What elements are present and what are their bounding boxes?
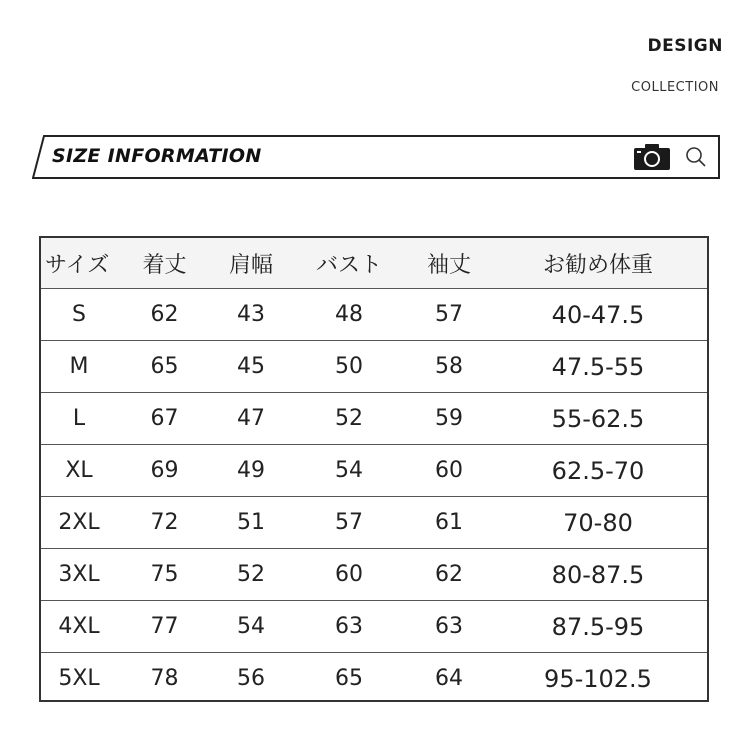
header-bust: バスト bbox=[315, 252, 382, 278]
cell-length: 62 bbox=[150, 302, 179, 327]
cell-size: L bbox=[72, 406, 86, 431]
cell-length: 69 bbox=[150, 458, 179, 483]
cell-sleeve: 60 bbox=[435, 458, 463, 483]
cell-bust: 50 bbox=[335, 354, 363, 379]
table-row bbox=[41, 600, 707, 652]
cell-length: 72 bbox=[150, 510, 179, 535]
cell-shoulder: 52 bbox=[237, 562, 265, 587]
brand-title: DESIGN bbox=[647, 36, 723, 56]
cell-sleeve: 58 bbox=[435, 354, 463, 379]
cell-size: 2XL bbox=[58, 510, 100, 535]
cell-sleeve: 64 bbox=[435, 666, 463, 691]
table-header-row bbox=[41, 238, 707, 288]
cell-length: 75 bbox=[150, 562, 179, 587]
cell-bust: 48 bbox=[335, 302, 363, 327]
cell-weight: 55-62.5 bbox=[551, 404, 645, 433]
cell-size: M bbox=[69, 354, 89, 379]
cell-weight: 87.5-95 bbox=[551, 612, 645, 641]
cell-shoulder: 51 bbox=[237, 510, 265, 535]
cell-weight: 40-47.5 bbox=[551, 300, 645, 329]
cell-sleeve: 57 bbox=[435, 302, 463, 327]
table-row bbox=[41, 288, 707, 340]
table-row bbox=[41, 652, 707, 704]
header-shoulder: 肩幅 bbox=[228, 252, 273, 278]
cell-weight: 47.5-55 bbox=[551, 352, 645, 381]
cell-shoulder: 45 bbox=[237, 354, 265, 379]
cell-bust: 63 bbox=[335, 614, 363, 639]
cell-bust: 57 bbox=[335, 510, 363, 535]
table-row bbox=[41, 340, 707, 392]
table-row bbox=[41, 392, 707, 444]
camera-icon[interactable] bbox=[633, 143, 671, 171]
cell-size: XL bbox=[65, 458, 93, 483]
cell-weight: 80-87.5 bbox=[551, 560, 645, 589]
cell-bust: 52 bbox=[335, 406, 363, 431]
header-sleeve: 袖丈 bbox=[426, 252, 471, 278]
cell-bust: 54 bbox=[335, 458, 363, 483]
cell-shoulder: 49 bbox=[237, 458, 265, 483]
brand-subtitle: COLLECTION bbox=[631, 80, 719, 95]
cell-size: 5XL bbox=[58, 666, 100, 691]
cell-weight: 70-80 bbox=[563, 508, 633, 537]
cell-length: 65 bbox=[150, 354, 179, 379]
cell-size: 3XL bbox=[58, 562, 100, 587]
cell-sleeve: 63 bbox=[435, 614, 463, 639]
cell-size: S bbox=[72, 302, 86, 327]
cell-bust: 60 bbox=[335, 562, 363, 587]
table-body bbox=[41, 288, 707, 704]
size-info-banner bbox=[32, 135, 720, 179]
cell-shoulder: 43 bbox=[237, 302, 265, 327]
table-row bbox=[41, 548, 707, 600]
header-weight: お勧め体重 bbox=[542, 252, 653, 278]
size-table bbox=[39, 236, 709, 702]
cell-length: 67 bbox=[150, 406, 179, 431]
cell-weight: 95-102.5 bbox=[544, 664, 652, 693]
cell-size: 4XL bbox=[58, 614, 100, 639]
header-length: 着丈 bbox=[142, 252, 187, 278]
cell-shoulder: 47 bbox=[237, 406, 265, 431]
header-size: サイズ bbox=[45, 252, 110, 278]
cell-shoulder: 54 bbox=[237, 614, 265, 639]
cell-length: 78 bbox=[150, 666, 179, 691]
banner-title: SIZE INFORMATION bbox=[52, 145, 262, 167]
table-row bbox=[41, 496, 707, 548]
table-row bbox=[41, 444, 707, 496]
search-icon[interactable] bbox=[684, 145, 708, 169]
cell-sleeve: 59 bbox=[435, 406, 463, 431]
cell-length: 77 bbox=[150, 614, 179, 639]
cell-bust: 65 bbox=[335, 666, 363, 691]
cell-shoulder: 56 bbox=[237, 666, 265, 691]
cell-weight: 62.5-70 bbox=[551, 456, 645, 485]
cell-sleeve: 62 bbox=[435, 562, 463, 587]
cell-sleeve: 61 bbox=[435, 510, 463, 535]
